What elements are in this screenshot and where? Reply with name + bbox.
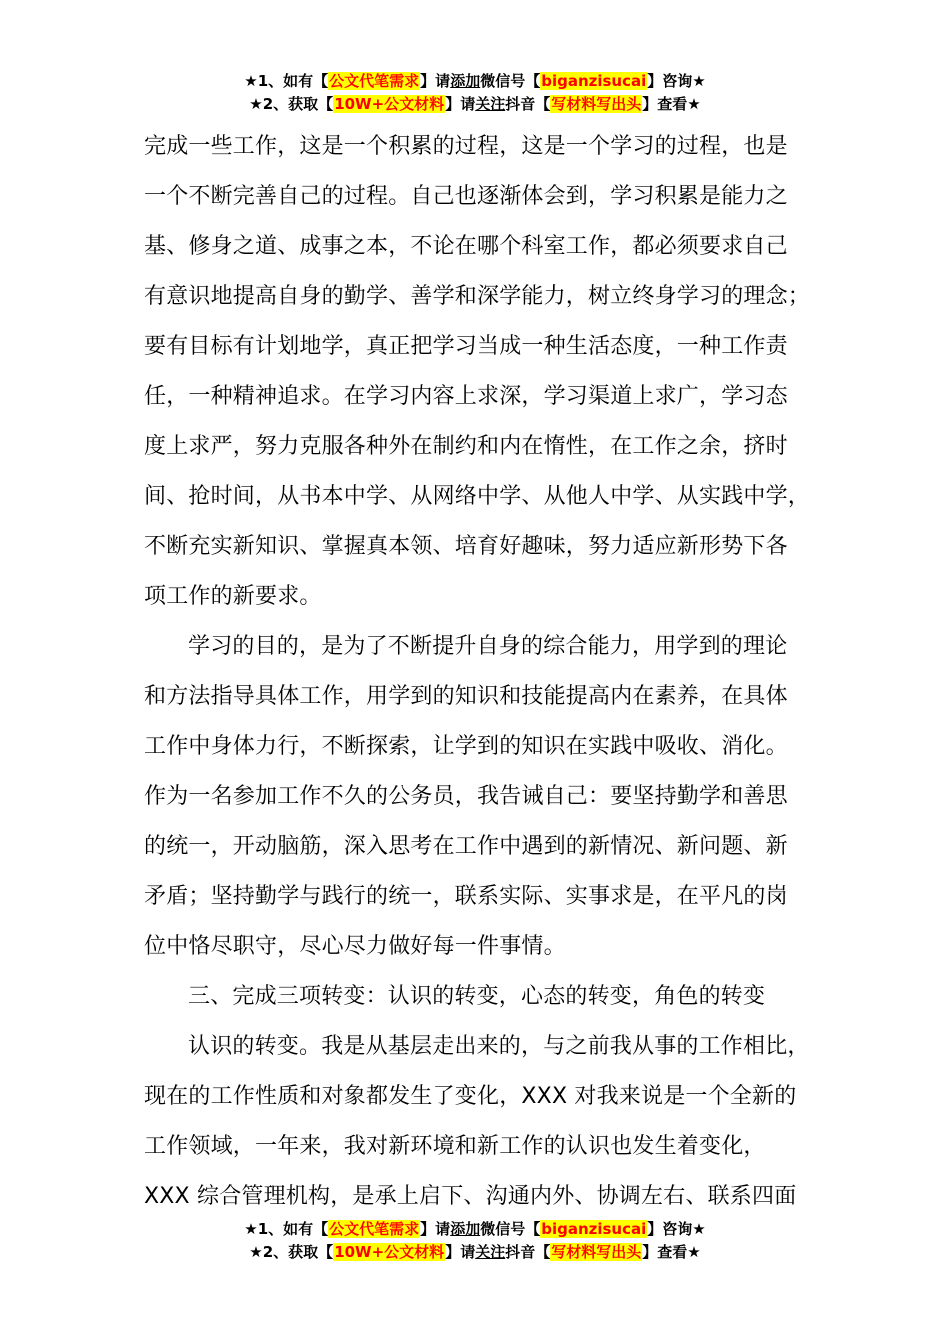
promo-line-2 [0, 93, 950, 116]
body-line: 矛盾；坚持勤学与践行的统一，联系实际、实事求是，在平凡的岗 [144, 884, 788, 909]
body-line: 不断充实新知识、掌握真本领、培育好趣味，努力适应新形势下各 [144, 534, 788, 559]
promo-text: 】查看★ [642, 1243, 701, 1261]
body-line: 完成一些工作，这是一个积累的过程，这是一个学习的过程，也是 [144, 134, 788, 159]
body-line: 间、抢时间，从书本中学、从网络中学、从他人中学、从实践中学， [144, 484, 811, 509]
body-line: 作为一名参加工作不久的公务员，我告诫自己：要坚持勤学和善思 [144, 784, 788, 809]
body-line: 工作中身体力行，不断探索，让学到的知识在实践中吸收、消化。 [144, 734, 788, 759]
body-line: 的统一，开动脑筋，深入思考在工作中遇到的新情况、新问题、新 [144, 834, 788, 859]
body-line: 有意识地提高自身的勤学、善学和深学能力，树立终身学习的理念； [144, 284, 811, 309]
promo-douyin-id: 写材料写出头 [551, 1243, 642, 1261]
promo-text: 微信号【 [480, 1220, 541, 1238]
promo-line-1 [0, 1218, 950, 1241]
body-line: XXX 综合管理机构，是承上启下、沟通内外、协调左右、联系四面 [144, 1184, 797, 1209]
body-line: 基、修身之道、成事之本，不论在哪个科室工作，都必须要求自己 [144, 234, 788, 259]
promo-underline: 关注 [475, 1243, 506, 1261]
body-line: 和方法指导具体工作，用学到的知识和技能提高内在素养，在具体 [144, 684, 788, 709]
promo-highlight: 公文代笔需求 [329, 72, 420, 90]
promo-text: ★1、如有【 [244, 72, 329, 90]
body-line: 位中恪尽职守，尽心尽力做好每一件事情。 [144, 934, 566, 959]
promo-text: 】请 [445, 95, 476, 113]
promo-text: 】请 [445, 1243, 476, 1261]
promo-banner-bottom [0, 1218, 950, 1264]
paragraph-start-line: 学习的目的，是为了不断提升自身的综合能力，用学到的理论 [188, 634, 788, 659]
promo-text: 抖音【 [505, 1243, 551, 1261]
document-body [144, 122, 834, 1222]
promo-underline: 关注 [475, 95, 506, 113]
promo-banner-top [0, 70, 950, 116]
body-line: 度上求严，努力克服各种外在制约和内在惰性，在工作之余，挤时 [144, 434, 788, 459]
promo-text: ★1、如有【 [244, 1220, 329, 1238]
promo-text: 】请 [420, 72, 451, 90]
body-line: 一个不断完善自己的过程。自己也逐渐体会到，学习积累是能力之 [144, 184, 788, 209]
promo-highlight: 10W+公文材料 [334, 95, 445, 113]
body-line: 要有目标有计划地学，真正把学习当成一种生活态度，一种工作责 [144, 334, 788, 359]
promo-underline: 添加 [450, 1220, 481, 1238]
promo-text: 抖音【 [505, 95, 551, 113]
promo-text: 】查看★ [642, 95, 701, 113]
promo-highlight: 10W+公文材料 [334, 1243, 445, 1261]
paragraph-start-line: 认识的转变。我是从基层走出来的，与之前我从事的工作相比， [188, 1034, 810, 1059]
promo-douyin-id: 写材料写出头 [551, 95, 642, 113]
promo-text: 】请 [420, 1220, 451, 1238]
body-line: 现在的工作性质和对象都发生了变化，XXX 对我来说是一个全新的 [144, 1084, 797, 1109]
promo-line-1 [0, 70, 950, 93]
promo-text: 微信号【 [480, 72, 541, 90]
promo-wechat-id: biganzisucai [541, 72, 647, 90]
promo-line-2 [0, 1241, 950, 1264]
promo-text: ★2、获取【 [249, 1243, 334, 1261]
promo-highlight: 公文代笔需求 [329, 1220, 420, 1238]
promo-text: ★2、获取【 [249, 95, 334, 113]
body-line: 项工作的新要求。 [144, 584, 322, 609]
promo-text: 】咨询★ [647, 72, 706, 90]
body-line: 工作领域，一年来，我对新环境和新工作的认识也发生着变化， [144, 1134, 766, 1159]
section-heading: 三、完成三项转变：认识的转变，心态的转变，角色的转变 [188, 984, 766, 1009]
promo-wechat-id: biganzisucai [541, 1220, 647, 1238]
promo-text: 】咨询★ [647, 1220, 706, 1238]
body-line: 任，一种精神追求。在学习内容上求深，学习渠道上求广，学习态 [144, 384, 788, 409]
promo-underline: 添加 [450, 72, 481, 90]
